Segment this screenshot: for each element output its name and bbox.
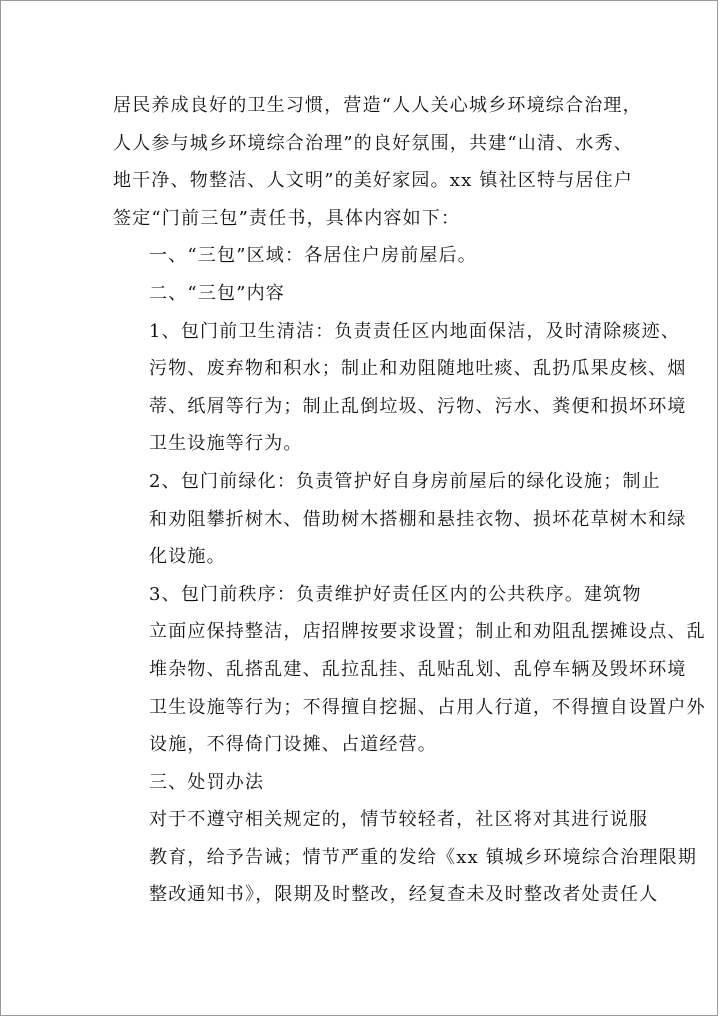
text-line: 教育，给予告诫；情节严重的发给《xx 镇城乡环境综合治理限期 <box>149 846 698 868</box>
text-line: 三、处罚办法 <box>149 771 265 793</box>
text-line: 卫生设施等行为；不得擅自挖掘、占用人行道，不得擅自设置户外 <box>149 696 706 718</box>
text-line: 一、“三包”区域：各居住户房前屋后。 <box>149 245 478 267</box>
text-line: 签定“门前三包”责任书，具体内容如下： <box>113 207 461 229</box>
text-line: 对于不遵守相关规定的，情节较轻者，社区将对其进行说服 <box>149 809 649 831</box>
text-line: 堆杂物、乱搭乱建、乱拉乱挂、乱贴乱划、乱停车辆及毁坏环境 <box>149 658 687 680</box>
text-line: 蒂、纸屑等行为；制止乱倒垃圾、污物、污水、粪便和损坏环境 <box>149 395 687 417</box>
paragraph <box>113 87 642 237</box>
paragraph <box>113 576 706 764</box>
text-line: 整改通知书》，限期及时整改，经复查未及时整改者处责任人 <box>149 884 659 906</box>
paragraph <box>113 313 687 463</box>
text-line: 卫生设施等行为。 <box>149 433 303 455</box>
paragraph <box>113 463 687 576</box>
text-line: 设施，不得倚门设摊、占道经营。 <box>149 734 437 756</box>
text-line: 2、包门前绿化：负责管护好自身房前屋后的绿化设施；制止 <box>149 470 661 492</box>
text-line: 化设施。 <box>149 546 226 568</box>
document-body <box>113 87 706 914</box>
paragraph <box>113 275 613 313</box>
text-line: 和劝阻攀折树木、借助树木搭棚和悬挂衣物、损坏花草树木和绿 <box>149 508 687 530</box>
text-line: 3、包门前秩序：负责维护好责任区内的公共秩序。建筑物 <box>149 583 642 605</box>
paragraph <box>113 764 613 802</box>
text-line: 居民养成良好的卫生习惯，营造“人人关心城乡环境综合治理， <box>113 95 642 116</box>
paragraph <box>113 801 698 914</box>
text-line: 人人参与城乡环境综合治理”的良好氛围，共建“山清、水秀、 <box>113 132 634 154</box>
text-line: 地干净、物整洁、人文明”的美好家园。xx 镇社区特与居住户 <box>113 170 634 192</box>
text-line: 污物、废弃物和积水；制止和劝阻随地吐痰、乱扔瓜果皮核、烟 <box>149 358 687 380</box>
text-line: 1、包门前卫生清洁：负责责任区内地面保洁，及时清除痰迹、 <box>149 320 681 342</box>
text-line: 立面应保持整洁，店招牌按要求设置；制止和劝阻乱摆摊设点、乱 <box>149 621 706 643</box>
text-line: 二、“三包”内容 <box>149 282 286 304</box>
paragraph <box>113 237 613 275</box>
